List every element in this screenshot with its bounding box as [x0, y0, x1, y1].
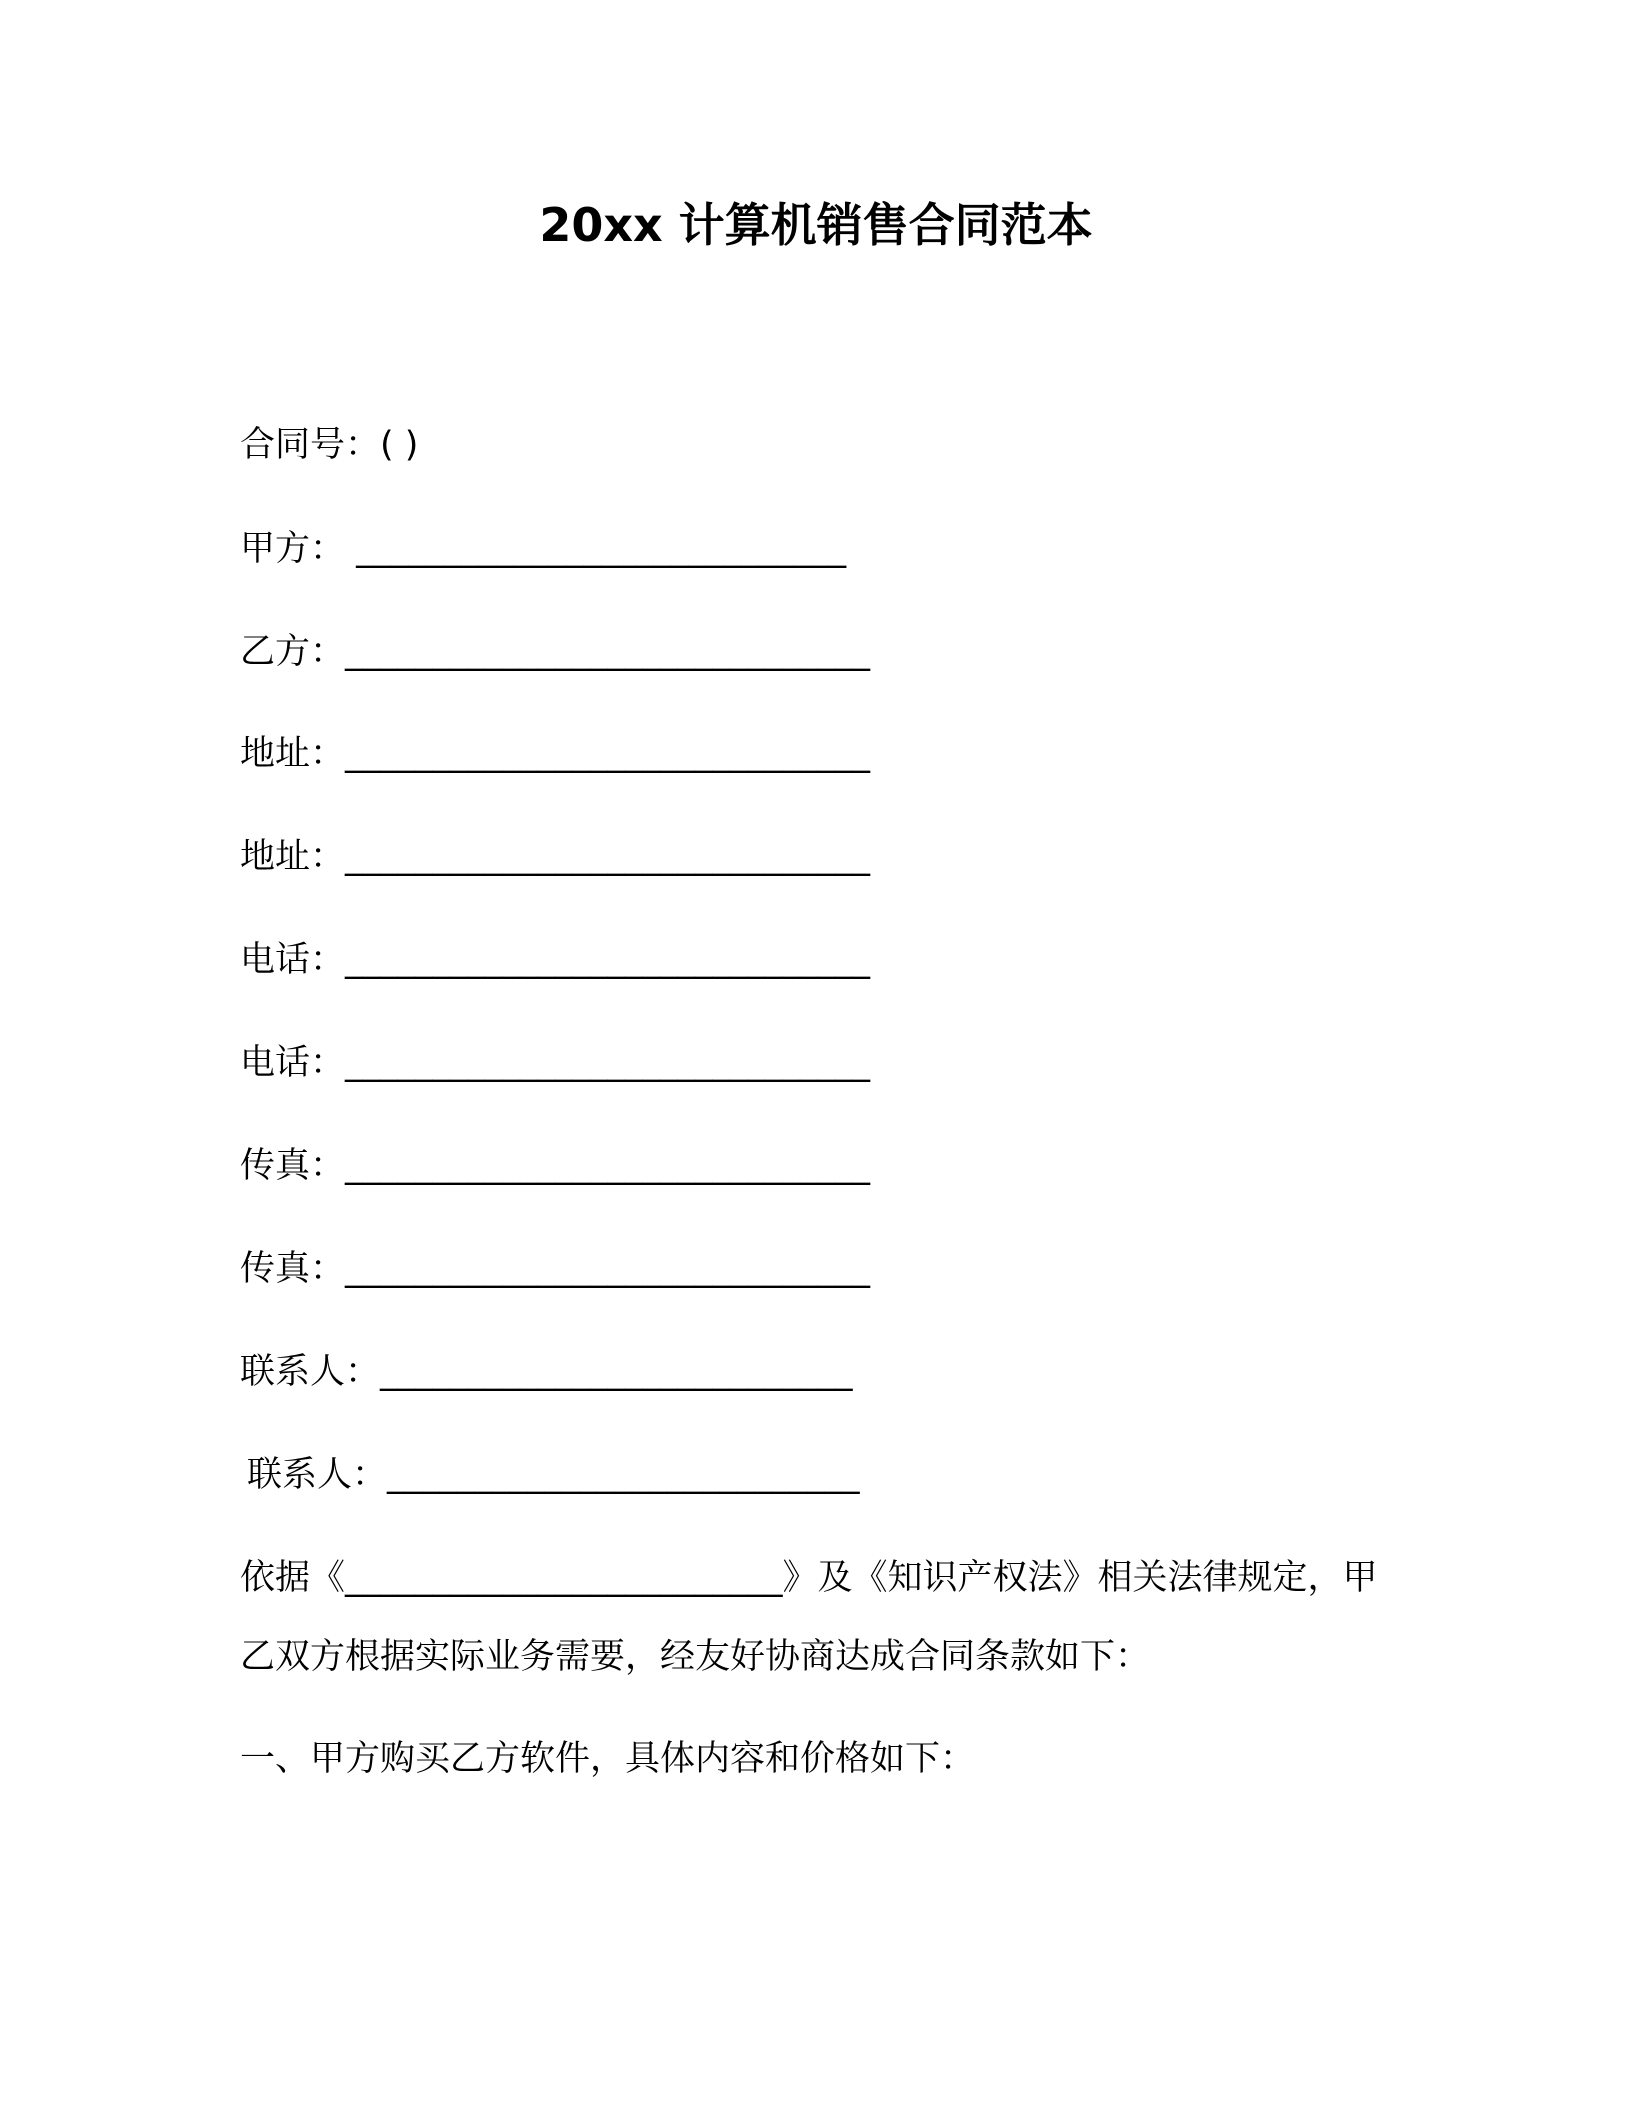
- party-b-field: [240, 627, 870, 677]
- phone-a-blank: ______________________________: [345, 940, 871, 980]
- address-a-field: [240, 729, 870, 779]
- party-a-blank: ____________________________: [345, 529, 847, 569]
- phone-b-blank: ______________________________: [345, 1043, 871, 1083]
- basis-paragraph-line-1: 依据《_________________________》及《知识产权法》相关法律规定，甲: [240, 1558, 1378, 1598]
- address-b-blank: ______________________________: [345, 837, 871, 877]
- fax-b-field: [240, 1244, 870, 1294]
- contact-b-field: [247, 1450, 860, 1500]
- contact-a-field: [240, 1347, 853, 1397]
- party-a-field: [240, 524, 846, 574]
- contact-b-blank: ___________________________: [387, 1455, 860, 1495]
- phone-a-label: 电话：: [240, 940, 346, 980]
- fax-b-label: 传真：: [240, 1249, 346, 1289]
- address-b-label: 地址：: [240, 837, 346, 877]
- contact-b-label: 联系人：: [247, 1455, 388, 1495]
- address-a-blank: ______________________________: [345, 734, 871, 774]
- document-title: 20xx 计算机销售合同范本: [539, 198, 1093, 252]
- basis-paragraph-line-2: 乙双方根据实际业务需要，经友好协商达成合同条款如下：: [240, 1637, 1151, 1677]
- contact-a-label: 联系人：: [240, 1352, 381, 1392]
- contract-number: 合同号：( ): [240, 425, 419, 465]
- contact-a-blank: ___________________________: [380, 1352, 853, 1392]
- phone-a-field: [240, 935, 870, 985]
- fax-a-field: [240, 1141, 870, 1191]
- address-a-label: 地址：: [240, 734, 346, 774]
- party-b-label: 乙方：: [240, 632, 346, 672]
- fax-b-blank: ______________________________: [345, 1249, 871, 1289]
- address-b-field: [240, 832, 870, 882]
- party-b-blank: ______________________________: [345, 632, 871, 672]
- phone-b-label: 电话：: [240, 1043, 346, 1083]
- phone-b-field: [240, 1038, 870, 1088]
- fax-a-blank: ______________________________: [345, 1146, 871, 1186]
- clause-one-heading: 一、甲方购买乙方软件，具体内容和价格如下：: [240, 1739, 976, 1779]
- party-a-label: 甲方：: [240, 529, 346, 569]
- fax-a-label: 传真：: [240, 1146, 346, 1186]
